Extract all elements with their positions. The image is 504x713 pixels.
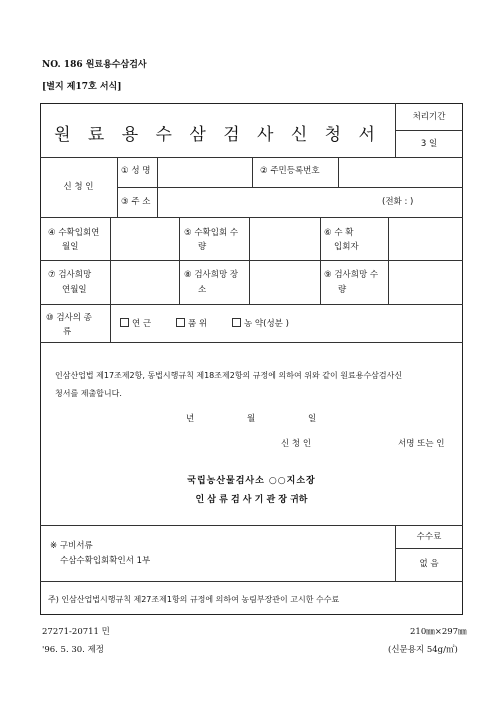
harvest-quantity-label-cont: 량: [198, 242, 207, 252]
harvest-witness-label-cont: 입회자: [334, 242, 359, 252]
col-divider: [252, 157, 253, 187]
fee-note: 주) 인삼산업법시행규칙 제27조제1항의 규정에 의하여 농림부장관이 고시한 수수료: [48, 595, 340, 604]
statement-line-2: 청서를 제출합니다.: [55, 389, 122, 398]
inspection-date-label: ⑦ 검사희망: [48, 270, 92, 280]
row-divider: [395, 548, 463, 549]
harvest-date-label-cont: 월일: [62, 242, 79, 252]
inspection-quantity-label: ⑨ 검사희망 수: [324, 270, 379, 280]
option-ginseng-root[interactable]: 연 근: [120, 318, 151, 330]
checkbox-icon: [120, 318, 129, 327]
inspection-type-label-cont: 류: [63, 327, 72, 337]
form-title: 원 료 용 수 삼 검 사 신 청 서: [54, 125, 381, 145]
harvest-witness-label: ⑥ 수 확: [324, 228, 354, 238]
inspection-quantity-field[interactable]: [389, 261, 462, 303]
recipient-office: 국립농산물검사소 ○○지소장: [187, 476, 316, 486]
option-grade[interactable]: 품 위: [176, 318, 207, 330]
row-divider: [40, 304, 463, 305]
fee-label: 수수료: [416, 532, 442, 542]
resident-number-label: ② 주민등록번호: [260, 166, 320, 176]
row-divider: [395, 130, 463, 131]
harvest-quantity-field[interactable]: [250, 218, 319, 259]
harvest-date-field[interactable]: [111, 218, 178, 259]
date-month: 월: [247, 414, 256, 424]
checkbox-icon: [176, 318, 185, 327]
harvest-quantity-label: ⑤ 수확입회 수: [184, 228, 239, 238]
inspection-type-label: ⑩ 검사의 종: [46, 313, 92, 323]
paper-size: 210㎜×297㎜: [410, 627, 467, 637]
row-divider: [40, 342, 463, 343]
harvest-date-label: ④ 수확입회연: [48, 228, 100, 238]
phone-label: (전화 : ): [382, 197, 414, 207]
applicant-label: 신 청 인: [63, 182, 94, 192]
col-divider: [320, 217, 321, 304]
processing-period-value: 3 일: [420, 139, 438, 149]
date-year: 년: [186, 414, 195, 424]
name-label: ① 성 명: [121, 166, 151, 176]
inspection-place-field[interactable]: [250, 261, 319, 303]
enactment-date: '96. 5. 30. 제정: [42, 645, 105, 655]
statement-line-1: 인삼산업법 제17조제2항, 동법시행규칙 제18조제2항의 규정에 의하여 위와 같이 원료용수삼검사신: [55, 371, 403, 380]
form-number: NO. 186 원료용수삼검사: [42, 60, 147, 70]
inspection-date-label-cont: 연월일: [62, 285, 87, 295]
checkbox-icon: [232, 318, 241, 327]
annex-label: [별지 제17호 서식]: [42, 82, 122, 92]
name-field[interactable]: [158, 158, 251, 186]
col-divider: [110, 304, 111, 342]
signature-label: 서명 또는 인: [398, 439, 445, 449]
recipient-agency: 인 삼 류 검 사 기 관 장 귀하: [195, 495, 308, 505]
inspection-place-label: ⑧ 검사희망 장: [184, 270, 239, 280]
resident-number-field[interactable]: [339, 158, 462, 186]
inspection-date-field[interactable]: [111, 261, 178, 303]
option-pesticide[interactable]: 농 약(성분 ): [232, 318, 289, 330]
fee-value: 없 음: [419, 559, 439, 569]
date-day: 일: [308, 414, 317, 424]
row-divider: [40, 581, 463, 582]
inspection-quantity-label-cont: 량: [338, 285, 347, 295]
processing-period-label: 처리기간: [412, 112, 446, 122]
address-label: ③ 주 소: [121, 197, 151, 207]
form-code: 27271-20711 민: [42, 627, 110, 637]
applicant-sign-label: 신 청 인: [281, 439, 312, 449]
row-divider: [40, 525, 463, 526]
paper-type: (신문용지 54g/㎡): [388, 645, 458, 655]
harvest-witness-field[interactable]: [389, 218, 462, 259]
required-document-item: 수삼수확입회확인서 1부: [60, 556, 151, 566]
inspection-place-label-cont: 소: [198, 285, 207, 295]
required-documents-title: ※ 구비서류: [50, 541, 93, 551]
address-field[interactable]: [158, 188, 378, 216]
col-divider: [179, 217, 180, 304]
col-divider: [117, 157, 118, 217]
